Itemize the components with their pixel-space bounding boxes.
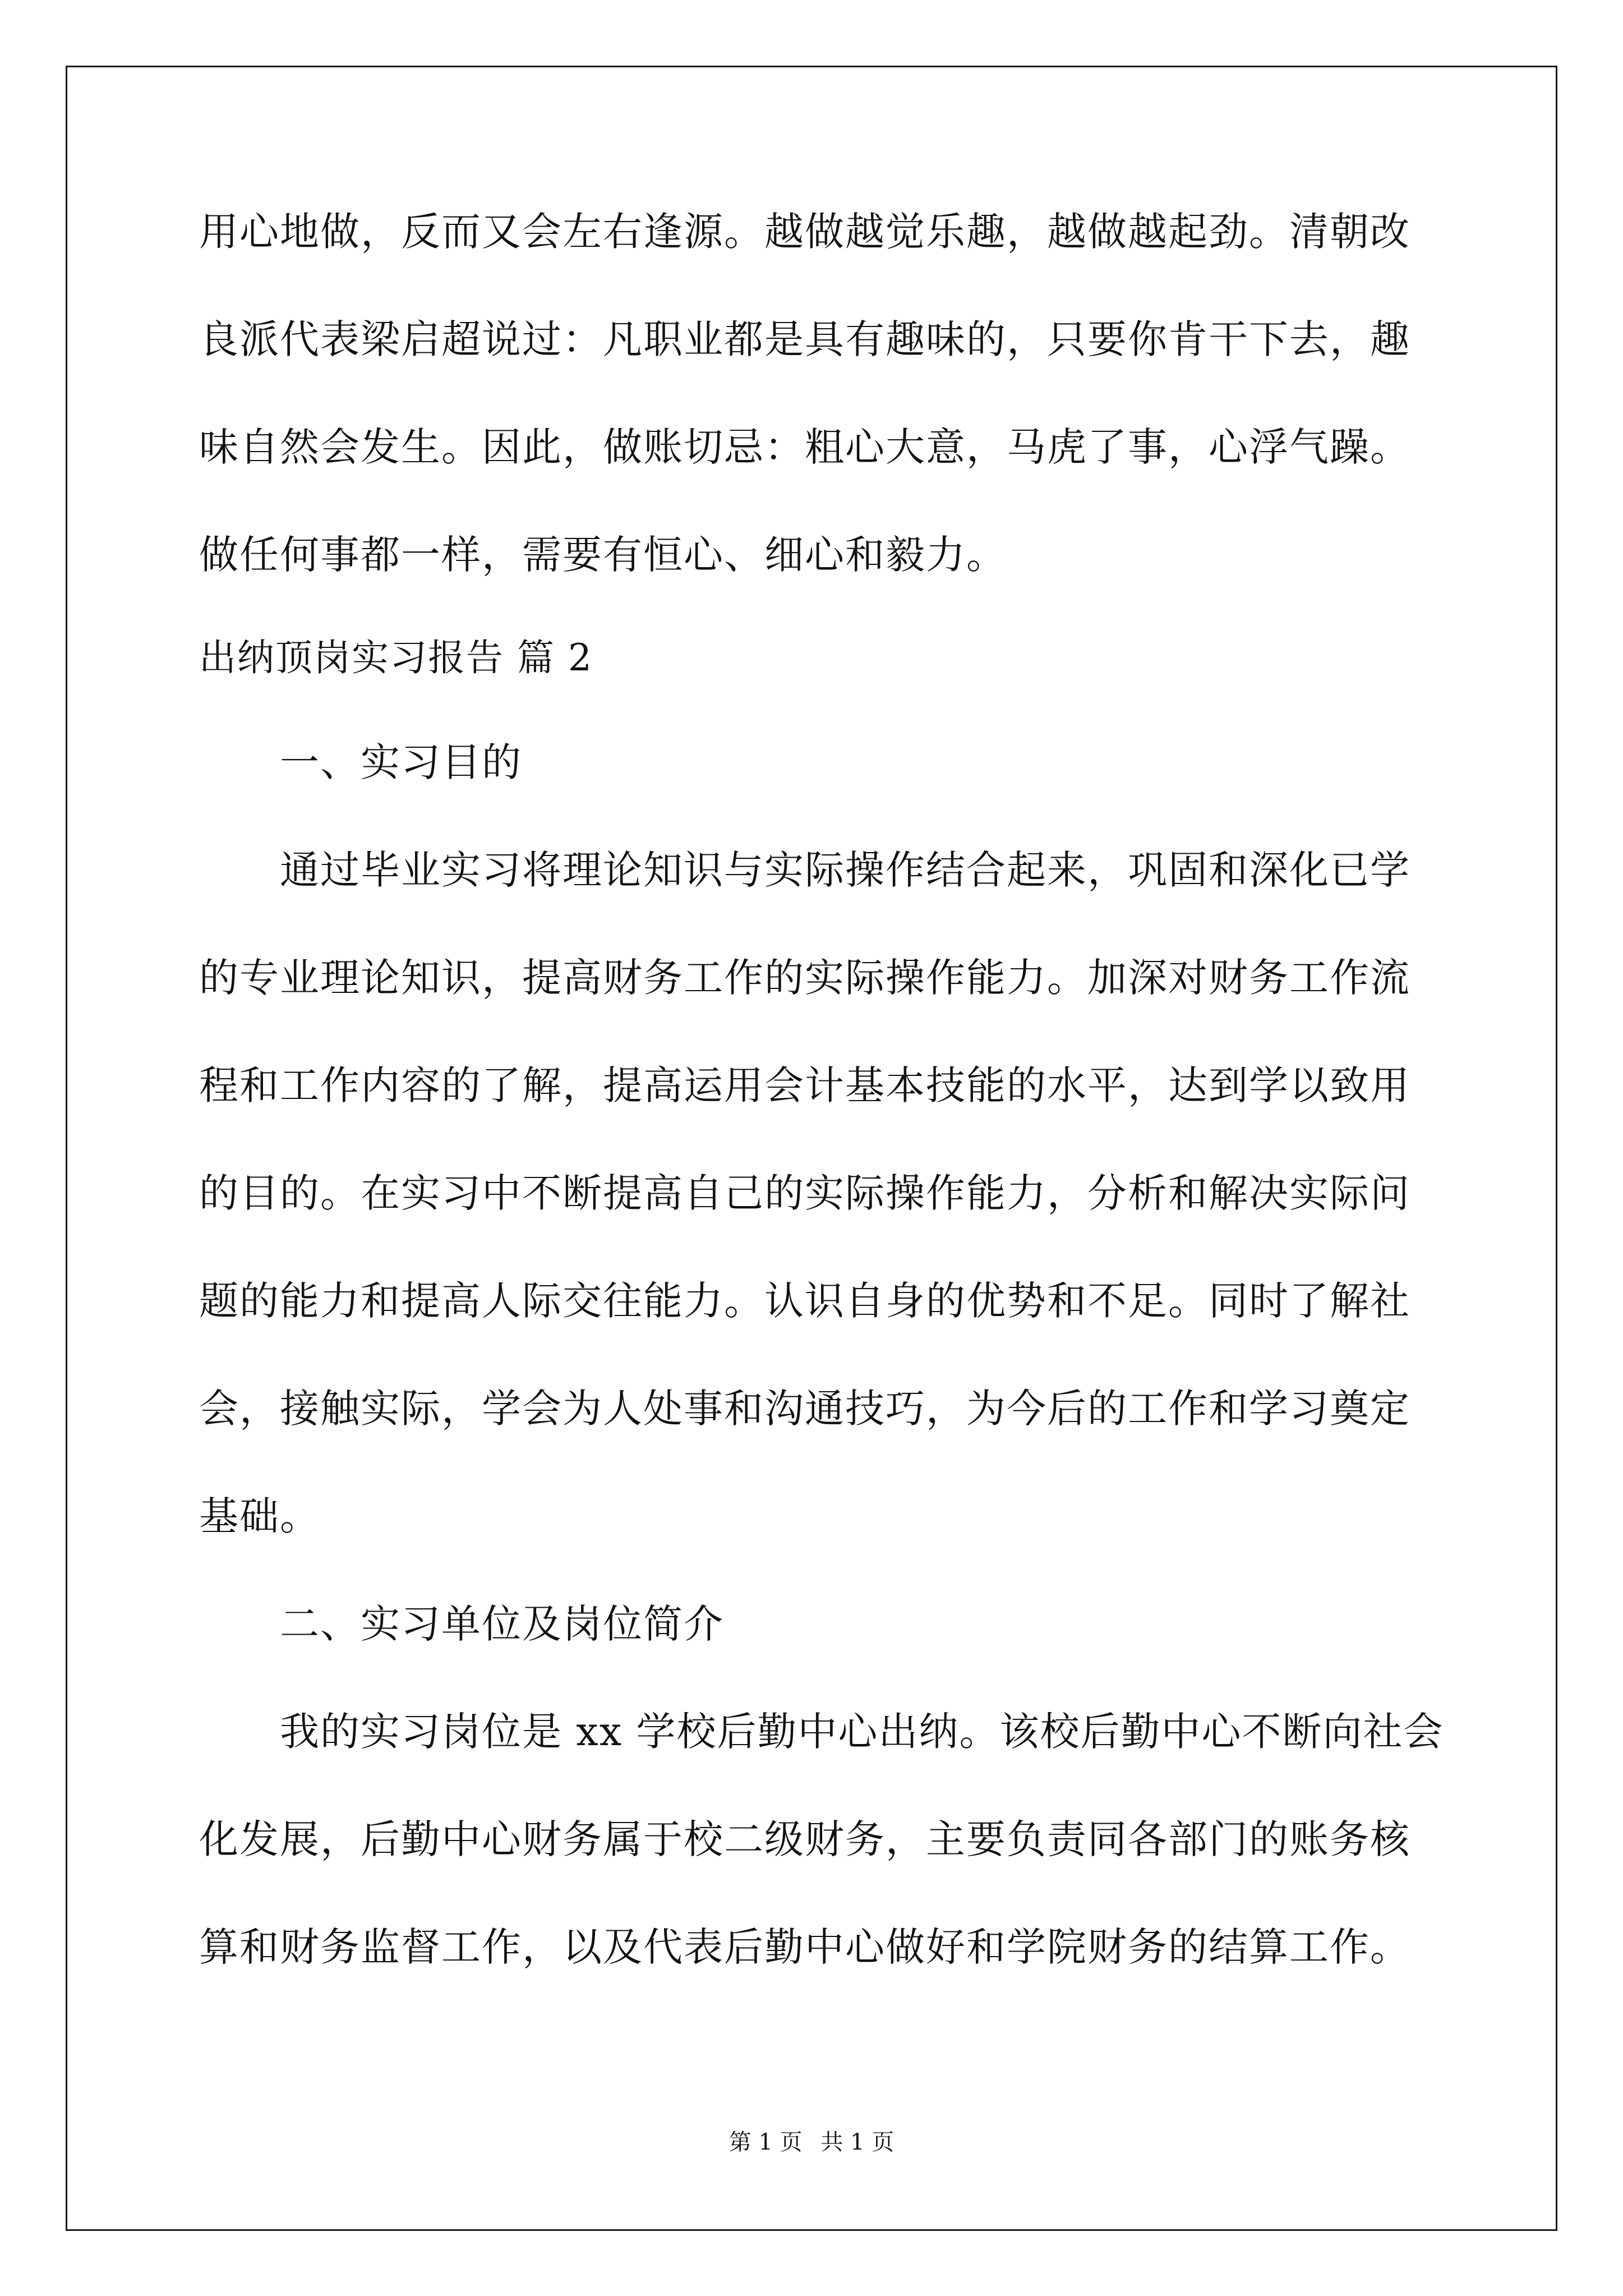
paragraph-line: 会，接触实际，学会为人处事和沟通技巧，为今后的工作和学习奠定 (199, 1386, 1410, 1432)
paragraph-line: 味自然会发生。因此，做账切忌：粗心大意，马虎了事，心浮气躁。 (199, 424, 1410, 470)
heading-internship-purpose: 一、实习目的 (280, 739, 522, 785)
page-footer (0, 2128, 1623, 2156)
page-number: 第 1 页 (728, 2129, 803, 2155)
paragraph-line: 通过毕业实习将理论知识与实际操作结合起来，巩固和深化已学 (280, 847, 1410, 893)
paragraph-line: 我的实习岗位是 xx 学校后勤中心出纳。该校后勤中心不断向社会 (280, 1709, 1444, 1755)
paragraph-line: 基础。 (199, 1493, 320, 1539)
paragraph-line: 用心地做，反而又会左右逢源。越做越觉乐趣，越做越起劲。清朝改 (199, 209, 1410, 255)
section-title: 出纳顶岗实习报告 篇 2 (199, 636, 593, 679)
paragraph-line: 做任何事都一样，需要有恒心、细心和毅力。 (199, 532, 1007, 578)
paragraph-line: 良派代表梁启超说过：凡职业都是具有趣味的，只要你肯干下去，趣 (199, 316, 1410, 362)
paragraph-line: 题的能力和提高人际交往能力。认识自身的优势和不足。同时了解社 (199, 1278, 1410, 1324)
paragraph-line: 算和财务监督工作，以及代表后勤中心做好和学院财务的结算工作。 (199, 1924, 1410, 1970)
paragraph-line: 的专业理论知识，提高财务工作的实际操作能力。加深对财务工作流 (199, 955, 1410, 1001)
paragraph-line: 的目的。在实习中不断提高自己的实际操作能力，分析和解决实际问 (199, 1170, 1410, 1216)
paragraph-line: 化发展，后勤中心财务属于校二级财务，主要负责同各部门的账务核 (199, 1816, 1410, 1862)
page-border (66, 66, 1557, 2231)
paragraph-line: 程和工作内容的了解，提高运用会计基本技能的水平，达到学以致用 (199, 1062, 1410, 1108)
heading-unit-and-position: 二、实习单位及岗位简介 (280, 1601, 724, 1647)
page-total: 共 1 页 (820, 2129, 895, 2155)
